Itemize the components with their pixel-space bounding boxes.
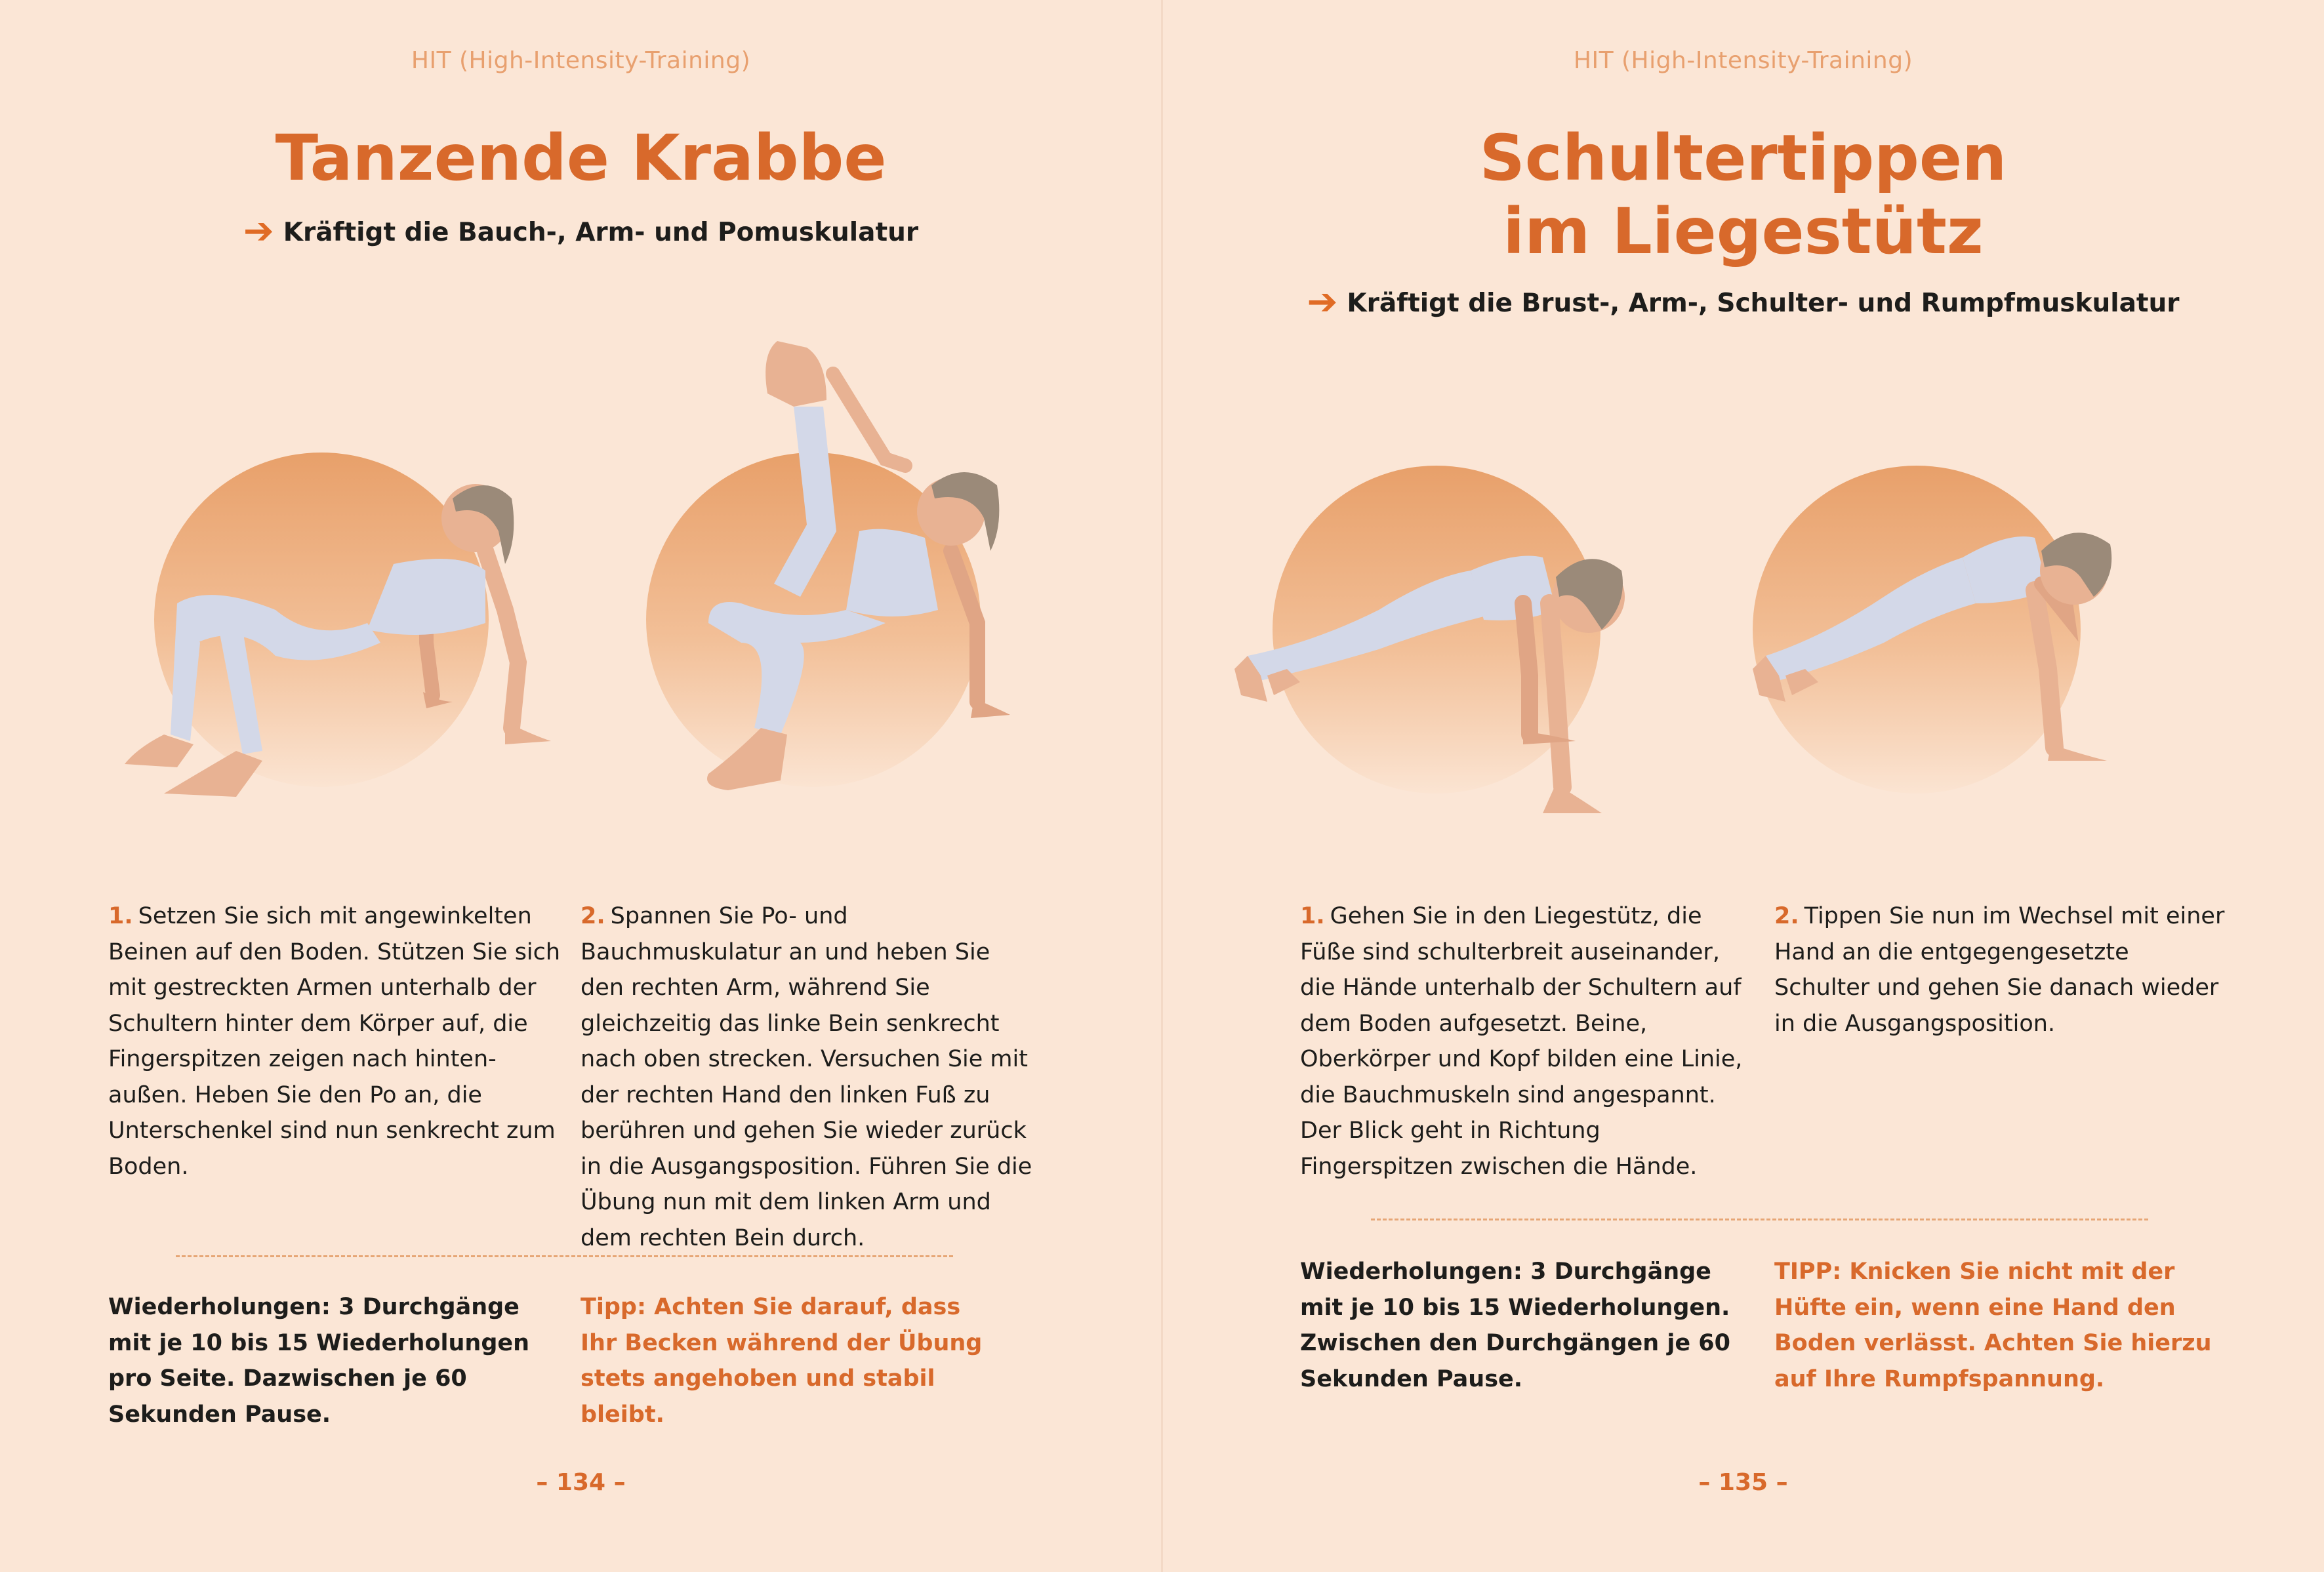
tip-box: [1774, 1254, 2220, 1397]
step-2: [581, 898, 1040, 1256]
plank-shoulder-tap-illustration: [1753, 459, 2120, 800]
tip-text: Knicken Sie nicht mit der Hüfte ein, wenn eine Hand den Boden verlässt. Achten Sie hierzu auf Ihre Rumpfspannung.: [1774, 1259, 2212, 1392]
subtitle-text: Kräftigt die Bauch-, Arm- und Pomuskulatur: [283, 218, 919, 247]
step-1: [1300, 898, 1759, 1184]
subtitle: [0, 210, 1162, 252]
page-number: – 135 –: [1698, 1469, 1788, 1496]
step-2: [1774, 898, 2227, 1041]
step-2-text: Spannen Sie Po- und Bauchmuskulatur an und heben Sie den rechten Arm, während Sie gleichzeitig das linke Bein senkrecht nach oben strecken. Versuchen Sie mit der rechten Hand den linken Fuß zu berühren und gehen Sie wieder zurück in die Ausgangsposition. Führen Sie die Übung nun mit dem linken Arm und dem rechten Bein durch.: [581, 903, 1032, 1251]
repetitions-box: [108, 1289, 561, 1432]
repetitions-label: Wiederholungen:: [108, 1294, 331, 1320]
crab-leg-raise-illustration: [610, 334, 1036, 820]
repetitions-text: 3 Durchgänge mit je 10 bis 15 Wiederholungen pro Seite. Dazwischen je 60 Sekunden Pause.: [108, 1294, 530, 1428]
page-title: Tanzende Krabbe: [275, 121, 887, 195]
step-1-number: 1.: [1300, 903, 1325, 929]
step-2-text: Tippen Sie nun im Wechsel mit einer Hand an die entgegengesetzte Schulter und gehen Sie danach wieder in die Ausgangsposition.: [1774, 903, 2225, 1037]
repetitions-text: 3 Durchgänge mit je 10 bis 15 Wiederholungen. Zwischen den Durchgängen je 60 Sekunden Pause.: [1300, 1259, 1730, 1392]
step-1-text: Setzen Sie sich mit angewinkelten Beinen auf den Boden. Stützen Sie sich mit gestreckten Armen unterhalb der Schultern hinter dem Körper auf, die Fingerspitzen zeigen nach hinten-außen. Heben Sie den Po an, die Unterschenkel sind nun senkrecht zum Boden.: [108, 903, 561, 1180]
page-number: – 134 –: [536, 1469, 626, 1496]
step-2-number: 2.: [581, 903, 605, 929]
dashed-divider: [1371, 1219, 2148, 1220]
tip-label: Tipp:: [581, 1294, 646, 1320]
tip-box: [581, 1289, 1000, 1432]
page-title-line-1: Schultertippen: [1479, 121, 2007, 195]
repetitions-box: [1300, 1254, 1753, 1397]
step-1-number: 1.: [108, 903, 133, 929]
tip-text: Achten Sie darauf, dass Ihr Becken während der Übung stets angehoben und stabil bleibt.: [581, 1294, 983, 1428]
page-title-line-2: im Liegestütz: [1503, 195, 1984, 268]
crab-position-illustration: [118, 453, 564, 820]
subtitle-text: Kräftigt die Brust-, Arm-, Schulter- und Rumpfmuskulatur: [1347, 289, 2180, 318]
right-page: [1162, 0, 2324, 1572]
arrow-right-icon: ➔: [243, 210, 274, 252]
step-1: [108, 898, 561, 1184]
running-head: HIT (High-Intensity-Training): [411, 47, 751, 74]
step-1-text: Gehen Sie in den Liegestütz, die Füße sind schulterbreit auseinander, die Hände unterhalb der Schultern auf dem Boden aufgesetzt. Beine, Oberkörper und Kopf bilden eine Linie, die Bauchmuskeln sind angespannt. Der Blick geht in Richtung Fingerspitzen zwischen die Hände.: [1300, 903, 1743, 1180]
subtitle: [1162, 281, 2324, 323]
plank-position-illustration: [1234, 459, 1661, 826]
dashed-divider: [176, 1255, 953, 1257]
orange-circle-backdrop: [1753, 466, 2081, 794]
tip-label: TIPP:: [1774, 1259, 1842, 1285]
step-2-number: 2.: [1774, 903, 1799, 929]
running-head: HIT (High-Intensity-Training): [1573, 47, 1913, 74]
repetitions-label: Wiederholungen:: [1300, 1259, 1522, 1285]
arrow-right-icon: ➔: [1307, 281, 1338, 323]
